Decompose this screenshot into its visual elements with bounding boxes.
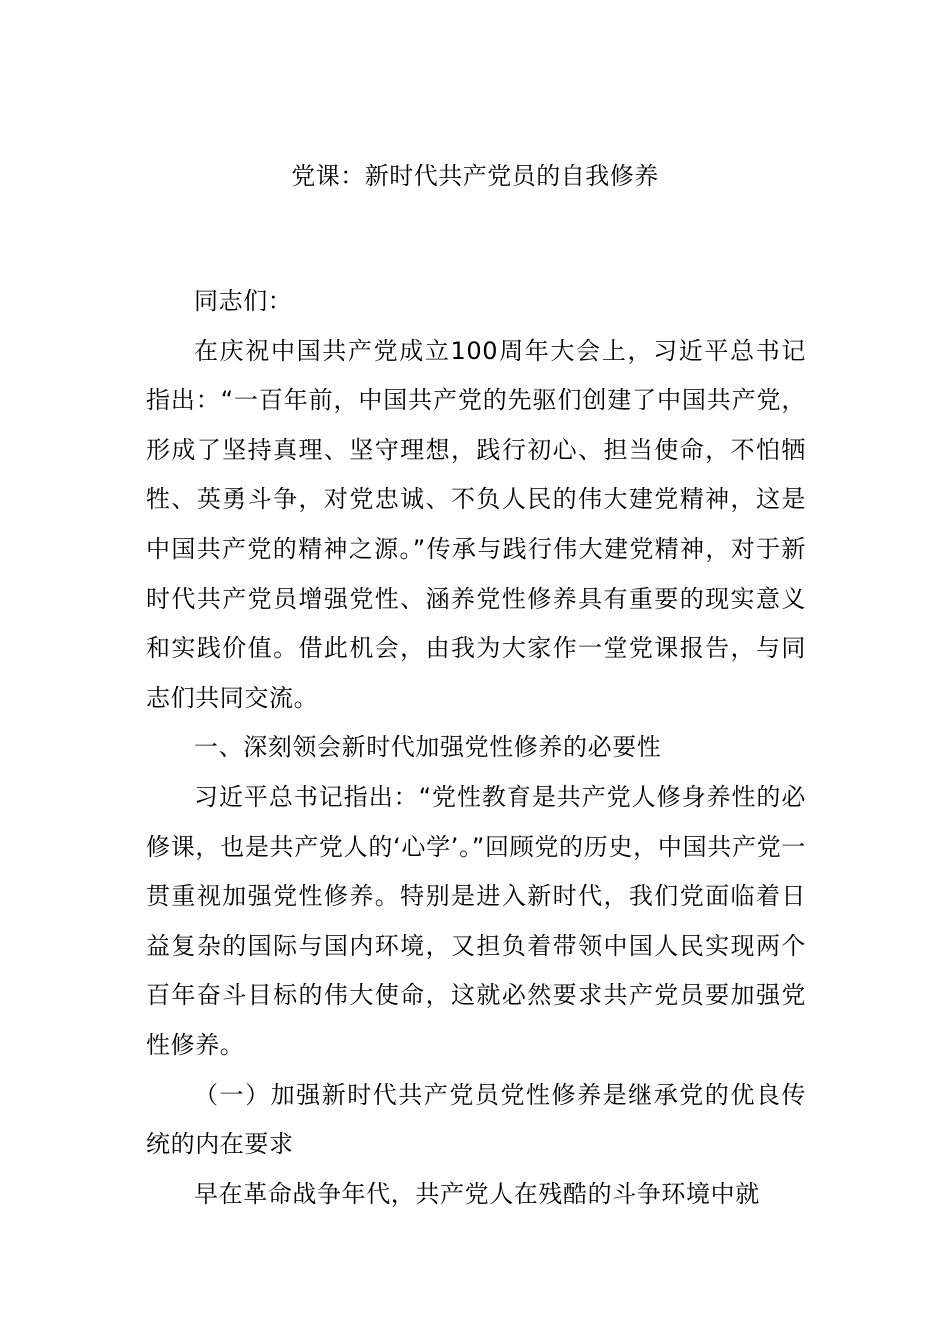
salutation-paragraph: 同志们： [194, 287, 293, 315]
section-heading: 一、深刻领会新时代加强党性修养的必要性 [194, 733, 662, 762]
intro-paragraph: 在庆祝中国共产党成立100周年大会上，习近平总书记指出：“一百年前，中国共产党的先驱们创建了中国共产党，形成了坚持真理、坚守理想，践行初心、担当使命，不怕牺牲、英勇斗争，对党忠诚、不负人民的伟大建党精神，这是中国共产党的精神之源。”传承与践行伟大建党精神，对于新时代共产党员增强党性、涵养党性修养具有重要的现实意义和实践价值。借此机会，由我为大家作一堂党课报告，与同志们共同交流。 [146, 336, 806, 712]
document-body [146, 277, 806, 1219]
section-paragraph: 习近平总书记指出：“党性教育是共产党人修身养性的必修课，也是共产党人的‘心学’。”回顾党的历史，中国共产党一贯重视加强党性修养。特别是进入新时代，我们党面临着日益复杂的国际与国内环境，又担负着带领中国人民实现两个百年奋斗目标的伟大使命，这就必然要求共产党员要加强党性修养。 [146, 782, 806, 1059]
document-title: 党课：新时代共产党员的自我修养 [291, 162, 659, 190]
subsection-paragraph: 早在革命战争年代，共产党人在残酷的斗争环境中就 [194, 1179, 760, 1208]
subsection-heading: （一）加强新时代共产党员党性修养是继承党的优良传统的内在要求 [146, 1080, 806, 1159]
